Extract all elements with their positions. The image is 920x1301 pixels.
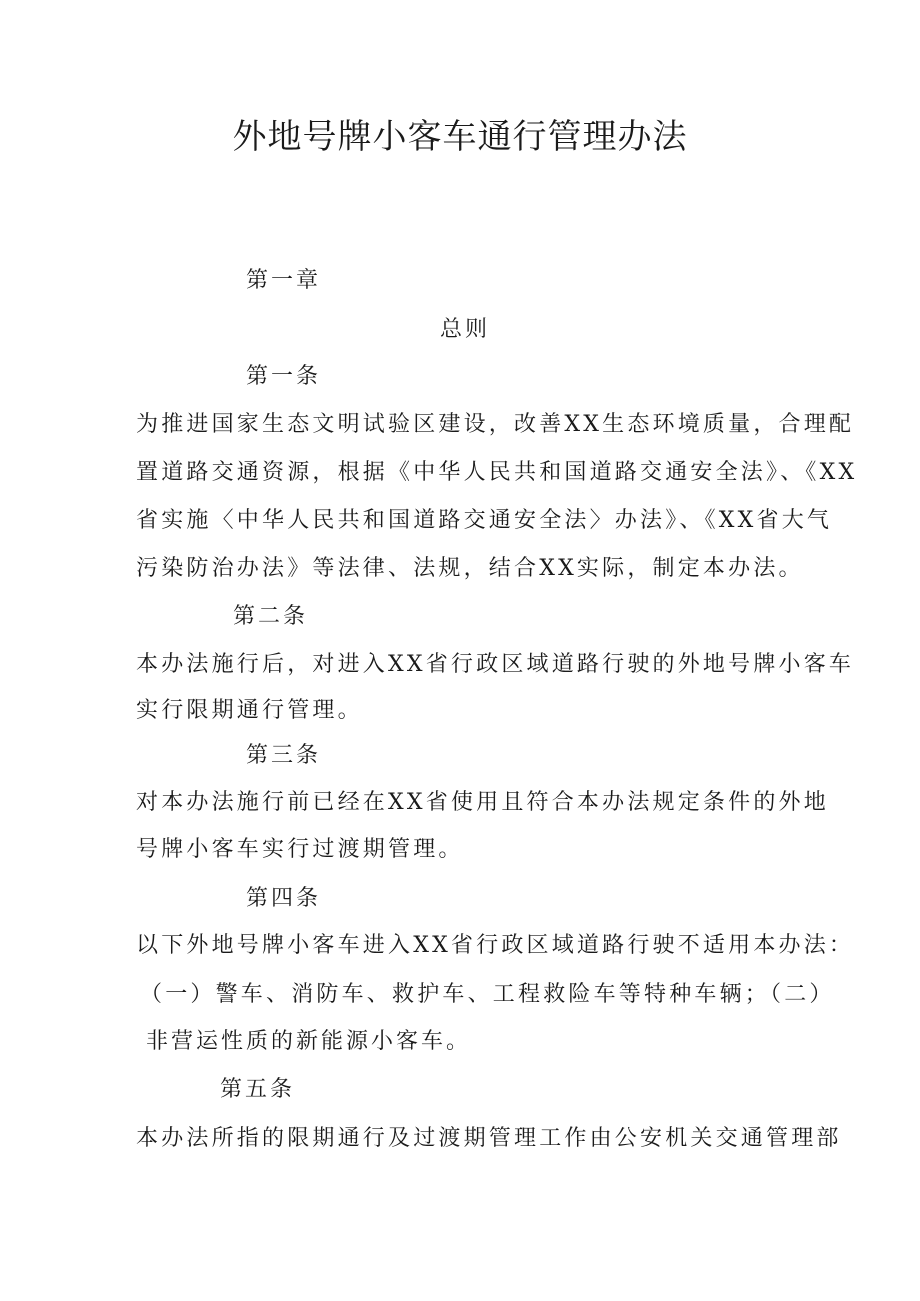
article-text-line: 污染防治办法》等法律、法规，结合XX实际，制定本办法。 — [136, 556, 804, 581]
article-text-line: 本办法施行后，对进入XX省行政区域道路行驶的外地号牌小客车 — [136, 652, 855, 677]
article-text-line: 省实施〈中华人民共和国道路交通安全法〉办法》、《XX省大气 — [136, 508, 833, 533]
article-heading: 第五条 — [220, 1077, 296, 1102]
article-text-line: （一）警车、消防车、救护车、工程救险车等特种车辆；（二） — [140, 982, 835, 1007]
article-text-line: 置道路交通资源，根据《中华人民共和国道路交通安全法》、《XX — [136, 460, 858, 485]
chapter-heading: 第一章 — [246, 268, 322, 293]
article-heading: 第一条 — [246, 364, 322, 389]
article-heading: 第四条 — [246, 886, 322, 911]
article-text-line: 以下外地号牌小客车进入XX省行政区域道路行驶不适用本办法： — [136, 933, 855, 958]
article-text-line: 非营运性质的新能源小客车。 — [146, 1029, 472, 1054]
article-text-line: 号牌小客车实行过渡期管理。 — [136, 837, 464, 862]
article-text-line: 对本办法施行前已经在XX省使用且符合本办法规定条件的外地 — [136, 790, 829, 815]
article-text-line: 本办法所指的限期通行及过渡期管理工作由公安机关交通管理部 — [136, 1126, 842, 1151]
chapter-title: 总则 — [440, 317, 491, 342]
article-heading: 第三条 — [246, 743, 322, 768]
document-title: 外地号牌小客车通行管理办法 — [232, 117, 688, 157]
article-text-line: 实行限期通行管理。 — [136, 698, 363, 723]
article-text-line: 为推进国家生态文明试验区建设，改善XX生态环境质量，合理配 — [136, 412, 855, 437]
article-heading: 第二条 — [233, 604, 309, 629]
